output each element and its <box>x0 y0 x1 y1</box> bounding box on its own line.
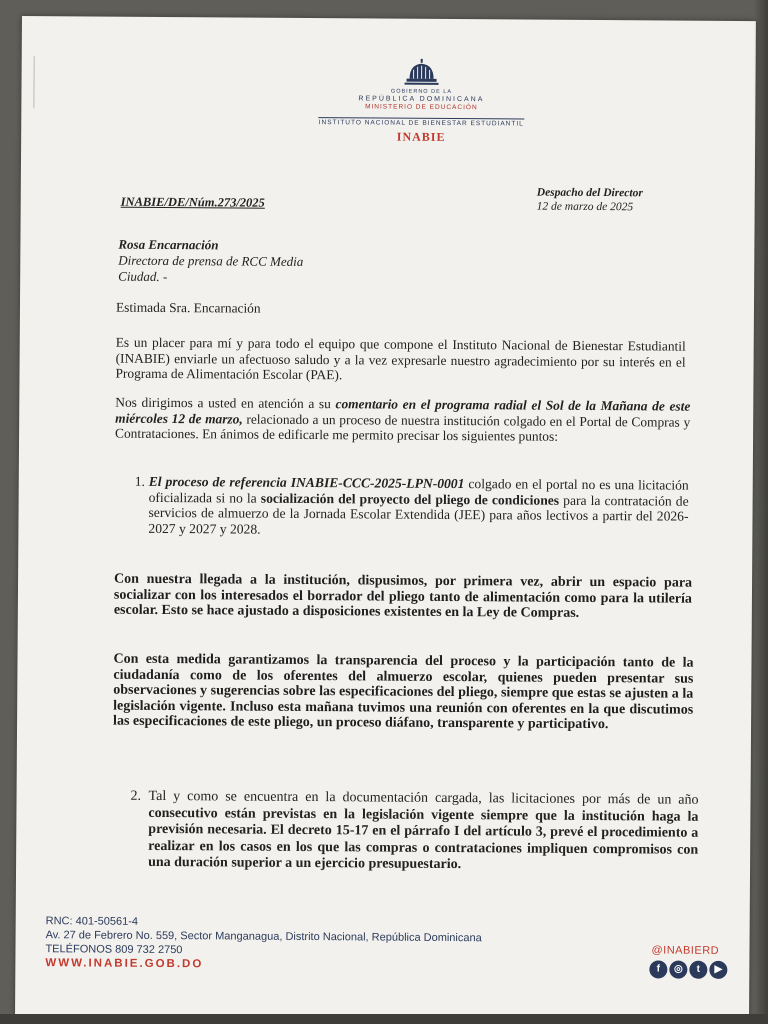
facebook-icon: f <box>649 960 667 978</box>
inabie-brand: INABIE <box>396 129 446 144</box>
footer-contact <box>45 914 482 973</box>
item1-bold: socialización del proyecto del pliego de condiciones <box>260 490 560 508</box>
table-surface <box>0 1014 768 1024</box>
item1-text-b: para la contratación de servicios de almuerzo de la Jornada Escolar Extendida (JEE) para años lectivos a partir del 2026-2027 y 2027 y 2028. <box>148 492 689 537</box>
letter-page <box>15 16 756 1021</box>
item1-emphasis: El proceso de referencia INABIE-CCC-2025-LPN-0001 <box>148 473 465 492</box>
paragraph-intro: Es un placer para mí y para todo el equipo que compone el Instituto Nacional de Bienestar Estudiantil (INABIE) enviarle un afectuoso saludo y a la vez expresarle nuestro agradecimiento por su interés en el Programa de Alimentación Escolar (PAE). <box>115 334 686 383</box>
office-title: Despacho del Director <box>536 186 643 200</box>
rnc: RNC: 401-50561-4 <box>45 915 139 928</box>
twitter-icon: t <box>689 961 707 979</box>
social-icons <box>649 960 727 979</box>
recipient-block <box>118 237 303 286</box>
republic-line: REPÚBLICA DOMINICANA <box>358 95 485 104</box>
instagram-icon: ◎ <box>669 961 687 979</box>
ministry-line: MINISTERIO DE EDUCACIÓN <box>365 103 478 112</box>
paragraph-context <box>115 395 690 446</box>
item2-text-a: Tal y como se encuentra en la documentación cargada, las licitaciones por más de un año <box>148 788 699 808</box>
recipient-city: Ciudad. - <box>118 268 168 285</box>
recipient-name: Rosa Encarnación <box>118 236 219 253</box>
letterhead <box>311 58 532 145</box>
item2-bold: consecutivo están previstas en la legislación vigente siempre que la institución haga la previsión necesaria. El decreto 15-17 en el párrafo I del artículo 3, prevé el procedimiento a realizar en los casos en los que las compras o contrataciones impliquen compromisos con una duración superior a un ejercicio presupuestario. <box>148 805 699 873</box>
context-text-b: relacionado a un proceso de nuestra institución colgado en el Portal de Compras y Contrataciones. En ánimos de edificarle me permito precisar los siguientes puntos: <box>115 411 691 444</box>
office-date-block <box>537 186 643 215</box>
context-emphasis: comentario en el programa radial el Sol de la Mañana de este miércoles 12 de marzo, <box>115 396 691 427</box>
social-handle: @INABIERD <box>651 944 720 957</box>
context-text-a: Nos dirigimos a usted en atención a su <box>115 394 336 412</box>
government-line: GOBIERNO DE LA <box>390 88 453 96</box>
list-number: 2. <box>130 788 142 804</box>
paragraph-socialization: Con nuestra llegada a la institución, dispusimos, por primera vez, abrir un espacio para socializar con los interesados el borrador del pliego tanto de alimentación como para la utilería escolar. Esto se hace ajustado a disposiciones existentes en la Ley de Compras. <box>113 571 693 621</box>
phones: TELÉFONOS 809 732 2750 <box>45 943 183 957</box>
paragraph-transparency: Con esta medida garantizamos la transparencia del proceso y la participación tanto de la ciudadanía como de los oferentes del almuerzo escolar, quienes pueden presentar sus observaciones y sugerencias sobre las especificaciones del pliego, siempre que estas se ajusten a la legislación vigente. Incluso esta mañana tuvimos una reunión con oferentes en la que discutimos las especificaciones de este pliego, un proceso diáfano, transparente y participativo. <box>113 651 694 733</box>
reference-number: INABIE/DE/Núm.273/2025 <box>120 194 265 210</box>
item1-text-a: colgado en el portal no es una licitación oficializada si no la <box>148 476 689 506</box>
paper-edge-mark <box>33 56 42 108</box>
dome-logo-icon <box>402 59 442 89</box>
background-shadow <box>754 0 768 1024</box>
recipient-title: Directora de prensa de RCC Media <box>118 252 304 269</box>
greeting: Estimada Sra. Encarnación <box>115 299 261 316</box>
letter-date: 12 de marzo de 2025 <box>536 200 634 214</box>
list-item <box>130 788 699 875</box>
list-number: 1. <box>134 473 146 489</box>
list-item <box>134 473 689 540</box>
website: WWW.INABIE.GOB.DO <box>45 957 204 971</box>
youtube-icon: ▶ <box>709 961 727 979</box>
institute-line: INSTITUTO NACIONAL DE BIENESTAR ESTUDIANTIL <box>318 119 524 128</box>
address: Av. 27 de Febrero No. 559, Sector Manganagua, Distrito Nacional, República Dominicana <box>45 929 482 945</box>
